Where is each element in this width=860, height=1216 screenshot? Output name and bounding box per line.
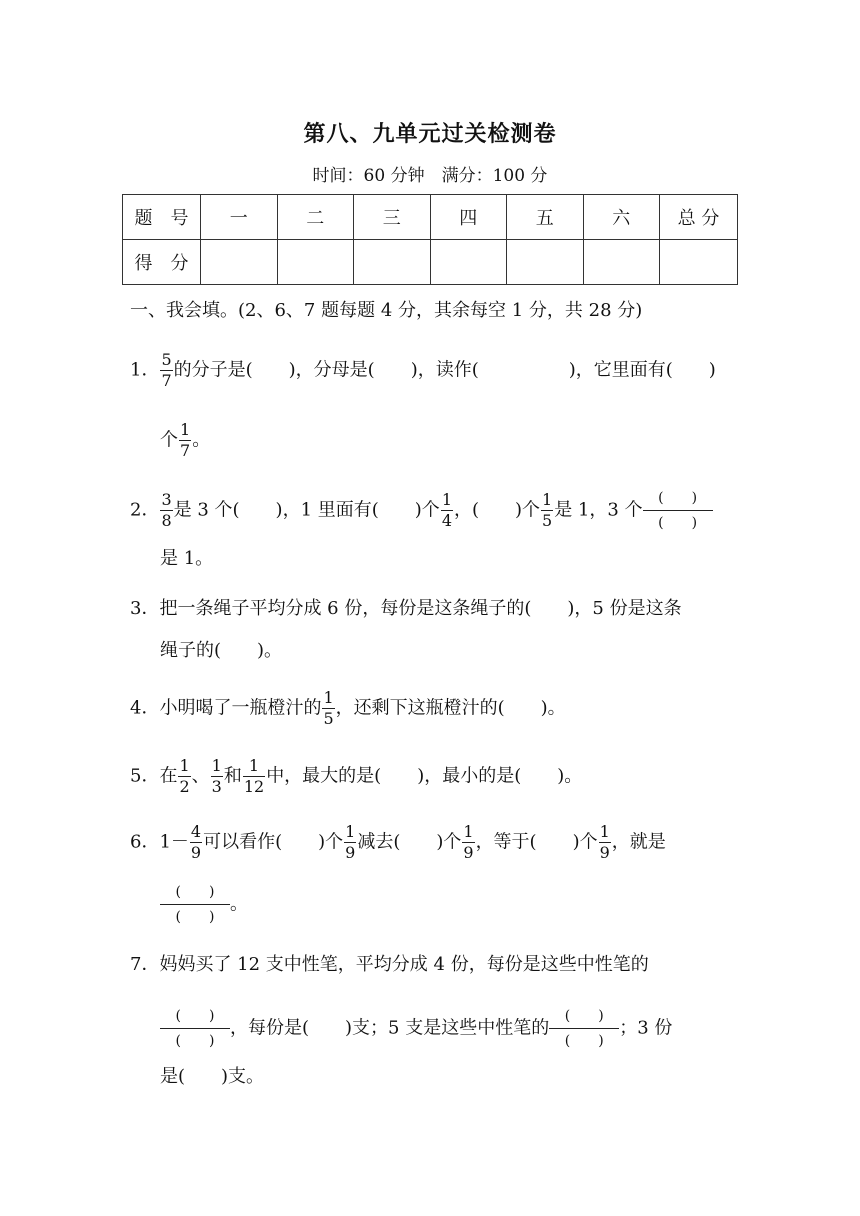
fraction: $\frac{1}{5}$ [323, 688, 334, 728]
fraction: $\frac{5}{7}$ [161, 350, 172, 390]
question-number: 7． [130, 954, 160, 975]
blank-fraction[interactable]: $\frac{( )}{( )}$ [549, 1004, 619, 1053]
question-number: 4． [130, 697, 160, 719]
score-input-cell[interactable] [277, 240, 354, 285]
section-1-heading: 一、我会填。(2、6、7 题每题 4 分，其余每空 1 分，共 28 分) [130, 300, 643, 321]
score-header-cell: 五 [507, 195, 584, 240]
score-table [122, 194, 738, 285]
question-number: 3． [130, 598, 160, 619]
exam-time-score: 时间：60 分钟 满分：100 分 [312, 166, 548, 186]
question-2-cont: 是 1。 [160, 548, 214, 569]
question-6-cont: $\frac{( )}{( )}$ 。 [160, 880, 248, 929]
question-7: 7．妈妈买了 12 支中性笔，平均分成 4 份，每份是这些中性笔的 [130, 954, 649, 975]
score-table-score-row [123, 240, 738, 285]
score-input-cell[interactable] [354, 240, 431, 285]
fraction: $\frac{4}{9}$ [190, 822, 202, 862]
question-3-cont: 绳子的( )。 [160, 640, 283, 661]
fraction: $\frac{1}{2}$ [179, 756, 190, 796]
question-number: 1． [130, 359, 160, 381]
score-header-cell: 二 [277, 195, 354, 240]
question-3: 3．把一条绳子平均分成 6 份，每份是这条绳子的( )，5 份是这条 [130, 598, 682, 619]
score-row-label: 得 分 [123, 240, 201, 285]
blank-fraction[interactable]: $\frac{( )}{( )}$ [643, 486, 713, 535]
score-header-cell: 三 [354, 195, 431, 240]
question-number: 5． [130, 765, 160, 787]
fraction: $\frac{1}{5}$ [542, 490, 553, 530]
question-6: 6．1－ $\frac{4}{9}$ 可以看作( )个 $\frac{1}{9}$ 减去( )个 $\frac{1}{9}$ ，等于( )个 $\frac{1}{9}$ ，就是 [130, 822, 666, 862]
question-1-cont: 个 $\frac{1}{7}$ 。 [160, 420, 211, 460]
fraction: $\frac{1}{12}$ [243, 756, 265, 796]
fraction: $\frac{1}{9}$ [463, 822, 474, 862]
score-header-cell: 一 [201, 195, 278, 240]
page-title: 第八、九单元过关检测卷 [303, 122, 557, 147]
score-input-cell[interactable] [201, 240, 278, 285]
fraction: $\frac{1}{7}$ [180, 420, 191, 460]
score-header-cell: 题 号 [123, 195, 201, 240]
question-4: 4．小明喝了一瓶橙汁的 $\frac{1}{5}$ ，还剩下这瓶橙汁的( )。 [130, 688, 566, 728]
score-header-cell: 四 [430, 195, 507, 240]
fraction: $\frac{3}{8}$ [161, 490, 172, 530]
fraction: $\frac{1}{4}$ [441, 490, 452, 530]
fraction: $\frac{1}{9}$ [345, 822, 356, 862]
score-input-cell[interactable] [583, 240, 660, 285]
question-number: 2． [130, 499, 160, 521]
score-header-cell: 总 分 [660, 195, 738, 240]
score-table-header-row [123, 195, 738, 240]
blank-fraction[interactable]: $\frac{( )}{( )}$ [160, 880, 230, 929]
fraction: $\frac{1}{3}$ [211, 756, 222, 796]
question-number: 6． [130, 831, 160, 853]
question-7-cont: $\frac{( )}{( )}$ ，每份是( )支；5 支是这些中性笔的 $\frac{( )}{( )}$ ；3 份 [160, 1004, 672, 1053]
score-input-cell[interactable] [430, 240, 507, 285]
fraction: $\frac{1}{9}$ [599, 822, 610, 862]
blank-fraction[interactable]: $\frac{( )}{( )}$ [160, 1004, 230, 1053]
question-7-cont-2: 是( )支。 [160, 1066, 265, 1087]
score-header-cell: 六 [583, 195, 660, 240]
question-2: 2． $\frac{3}{8}$ 是 3 个( )，1 里面有( )个 $\frac{1}{4}$ ，( )个 $\frac{1}{5}$ 是 1，3 个 $\frac{( )}{( )}$ [130, 486, 713, 535]
question-5: 5．在 $\frac{1}{2}$ 、 $\frac{1}{3}$ 和 $\frac{1}{12}$ 中，最大的是( )，最小的是( )。 [130, 756, 583, 796]
score-input-cell[interactable] [507, 240, 584, 285]
question-1: 1． $\frac{5}{7}$ 的分子是( )，分母是( )，读作( )，它里面有( ) [130, 350, 716, 390]
score-input-cell[interactable] [660, 240, 738, 285]
